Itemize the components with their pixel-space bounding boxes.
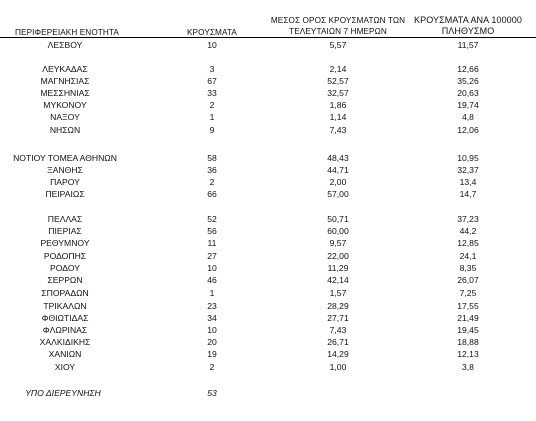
rate-per-100000-cell: 21,49 <box>457 313 479 323</box>
table-row <box>0 238 536 249</box>
table-row <box>0 153 536 164</box>
rate-per-100000-cell: 14,7 <box>459 189 477 199</box>
seven-day-average-cell: 32,57 <box>327 88 349 98</box>
cases-cell: 10 <box>207 263 217 273</box>
table-row <box>0 226 536 237</box>
region-name-cell: ΡΕΘΥΜΝΟΥ <box>40 238 90 248</box>
seven-day-average-cell: 22,00 <box>327 251 349 261</box>
rate-per-100000-cell: 3,8 <box>462 362 474 372</box>
cases-cell: 58 <box>207 153 217 163</box>
cases-cell: 66 <box>207 189 217 199</box>
region-name-cell: ΦΘΙΩΤΙΔΑΣ <box>41 313 89 323</box>
region-name-cell: ΜΑΓΝΗΣΙΑΣ <box>40 76 90 86</box>
seven-day-average-cell: 1,14 <box>329 112 347 122</box>
seven-day-average-cell: 14,29 <box>327 349 349 359</box>
table-row <box>0 177 536 188</box>
cases-cell: 11 <box>207 238 217 248</box>
region-name-cell: ΠΑΡΟΥ <box>50 177 80 187</box>
cases-cell: 2 <box>209 362 215 372</box>
seven-day-average-cell: 42,14 <box>327 275 349 285</box>
table-row <box>0 189 536 200</box>
table-row <box>0 263 536 274</box>
seven-day-average-cell: 2,14 <box>329 64 347 74</box>
seven-day-average-cell: 1,57 <box>329 288 347 298</box>
region-name-cell: ΡΟΔΟΥ <box>50 263 80 273</box>
region-name-cell: ΠΕΙΡΑΙΩΣ <box>45 189 85 199</box>
seven-day-average-cell: 26,71 <box>327 337 349 347</box>
cases-cell: 67 <box>207 76 217 86</box>
cases-cell: 1 <box>209 288 215 298</box>
seven-day-average-cell: 11,29 <box>327 263 349 273</box>
region-name-cell: ΣΠΟΡΑΔΩΝ <box>41 288 89 298</box>
cases-cell: 10 <box>207 40 217 50</box>
cases-cell: 9 <box>209 125 215 135</box>
rate-per-100000-cell: 32,37 <box>457 165 479 175</box>
table-row <box>0 349 536 360</box>
under-investigation-cases: 53 <box>207 388 217 398</box>
seven-day-average-cell: 27,71 <box>327 313 349 323</box>
rate-per-100000-cell: 35,26 <box>457 76 479 86</box>
seven-day-average-cell: 44,71 <box>327 165 349 175</box>
table-row <box>0 301 536 312</box>
region-name-cell: ΜΕΣΣΗΝΙΑΣ <box>40 88 90 98</box>
seven-day-average-cell: 48,43 <box>327 153 349 163</box>
region-name-cell: ΝΑΞΟΥ <box>50 112 80 122</box>
table-row <box>0 337 536 348</box>
seven-day-average-cell: 9,57 <box>329 238 347 248</box>
table-row <box>0 40 536 51</box>
header-rate-line2: ΠΛΗΘΥΣΜΟ <box>441 26 495 36</box>
region-name-cell: ΧΑΝΙΩΝ <box>48 349 82 359</box>
table-row <box>0 64 536 75</box>
region-name-cell: ΠΙΕΡΙΑΣ <box>48 226 82 236</box>
region-name-cell: ΡΟΔΟΠΗΣ <box>43 251 87 261</box>
table-row <box>0 251 536 262</box>
cases-cell: 2 <box>209 100 215 110</box>
seven-day-average-cell: 5,57 <box>329 40 347 50</box>
cases-cell: 20 <box>207 337 217 347</box>
rate-per-100000-cell: 17,55 <box>457 301 479 311</box>
region-name-cell: ΛΕΣΒΟΥ <box>47 40 83 50</box>
cases-cell: 10 <box>207 325 217 335</box>
region-name-cell: ΧΙΟΥ <box>54 362 76 372</box>
region-name-cell: ΦΛΩΡΙΝΑΣ <box>42 325 88 335</box>
rate-per-100000-cell: 19,45 <box>457 325 479 335</box>
rate-per-100000-cell: 8,35 <box>459 263 477 273</box>
seven-day-average-cell: 1,86 <box>329 100 347 110</box>
cases-cell: 33 <box>207 88 217 98</box>
cases-cell: 2 <box>209 177 215 187</box>
table-row <box>0 100 536 111</box>
region-name-cell: ΞΑΝΘΗΣ <box>47 165 83 175</box>
cases-cell: 3 <box>209 64 215 74</box>
cases-cell: 19 <box>207 349 217 359</box>
cases-cell: 52 <box>207 214 217 224</box>
cases-cell: 27 <box>207 251 217 261</box>
region-name-cell: ΣΕΡΡΩΝ <box>47 275 83 285</box>
rate-per-100000-cell: 11,57 <box>457 40 479 50</box>
table-row <box>0 165 536 176</box>
rate-per-100000-cell: 12,85 <box>457 238 479 248</box>
region-name-cell: ΝΗΣΩΝ <box>49 125 81 135</box>
seven-day-average-cell: 7,43 <box>329 325 347 335</box>
region-name-cell: ΠΕΛΛΑΣ <box>47 214 83 224</box>
seven-day-average-cell: 60,00 <box>327 226 349 236</box>
rate-per-100000-cell: 13,4 <box>459 177 477 187</box>
header-rate-line1: ΚΡΟΥΣΜΑΤΑ ΑΝΑ 100000 <box>414 15 522 25</box>
cases-cell: 46 <box>207 275 217 285</box>
seven-day-average-cell: 52,57 <box>327 76 349 86</box>
table-row <box>0 76 536 87</box>
under-investigation-row <box>0 388 536 399</box>
seven-day-average-cell: 1,00 <box>329 362 347 372</box>
rate-per-100000-cell: 4,8 <box>462 112 474 122</box>
cases-cell: 36 <box>207 165 217 175</box>
rate-per-100000-cell: 12,66 <box>457 64 479 74</box>
table-row <box>0 214 536 225</box>
table-row <box>0 112 536 123</box>
region-name-cell: ΝΟΤΙΟΥ ΤΟΜΕΑ ΑΘΗΝΩΝ <box>13 153 117 163</box>
rate-per-100000-cell: 37,23 <box>457 214 479 224</box>
header-avg-line1: ΜΕΣΟΣ ΟΡΟΣ ΚΡΟΥΣΜΑΤΩΝ ΤΩΝ <box>270 16 406 25</box>
region-name-cell: ΧΑΛΚΙΔΙΚΗΣ <box>39 337 91 347</box>
rate-per-100000-cell: 19,74 <box>457 100 479 110</box>
seven-day-average-cell: 57,00 <box>327 189 349 199</box>
seven-day-average-cell: 7,43 <box>329 125 347 135</box>
seven-day-average-cell: 2,00 <box>329 177 347 187</box>
under-investigation-label: ΥΠΟ ΔΙΕΡΕΥΝΗΣΗ <box>25 388 101 398</box>
table-row <box>0 125 536 136</box>
table-row <box>0 362 536 373</box>
region-name-cell: ΤΡΙΚΑΛΩΝ <box>43 301 87 311</box>
region-name-cell: ΛΕΥΚΑΔΑΣ <box>42 64 88 74</box>
header-cases: ΚΡΟΥΣΜΑΤΑ <box>187 28 237 37</box>
table-row <box>0 325 536 336</box>
cases-cell: 1 <box>209 112 215 122</box>
table-row <box>0 88 536 99</box>
rate-per-100000-cell: 10,95 <box>457 153 479 163</box>
seven-day-average-cell: 50,71 <box>327 214 349 224</box>
header-divider <box>0 37 536 38</box>
seven-day-average-cell: 28,29 <box>327 301 349 311</box>
rate-per-100000-cell: 20,63 <box>457 88 479 98</box>
rate-per-100000-cell: 18,88 <box>457 337 479 347</box>
table-row <box>0 275 536 286</box>
header-avg-line2: ΤΕΛΕΥΤΑΙΩΝ 7 ΗΜΕΡΩΝ <box>289 27 387 36</box>
rate-per-100000-cell: 44,2 <box>459 226 477 236</box>
cases-cell: 34 <box>207 313 217 323</box>
rate-per-100000-cell: 24,1 <box>459 251 477 261</box>
rate-per-100000-cell: 12,06 <box>457 125 479 135</box>
region-name-cell: ΜΥΚΟΝΟΥ <box>43 100 87 110</box>
rate-per-100000-cell: 26,07 <box>457 275 479 285</box>
rate-per-100000-cell: 7,25 <box>459 288 477 298</box>
cases-cell: 23 <box>207 301 217 311</box>
header-region: ΠΕΡΙΦΕΡΕΙΑΚΗ ΕΝΟΤΗΤΑ <box>15 28 119 37</box>
cases-cell: 56 <box>207 226 217 236</box>
table-row <box>0 313 536 324</box>
table-row <box>0 288 536 299</box>
rate-per-100000-cell: 12,13 <box>457 349 479 359</box>
